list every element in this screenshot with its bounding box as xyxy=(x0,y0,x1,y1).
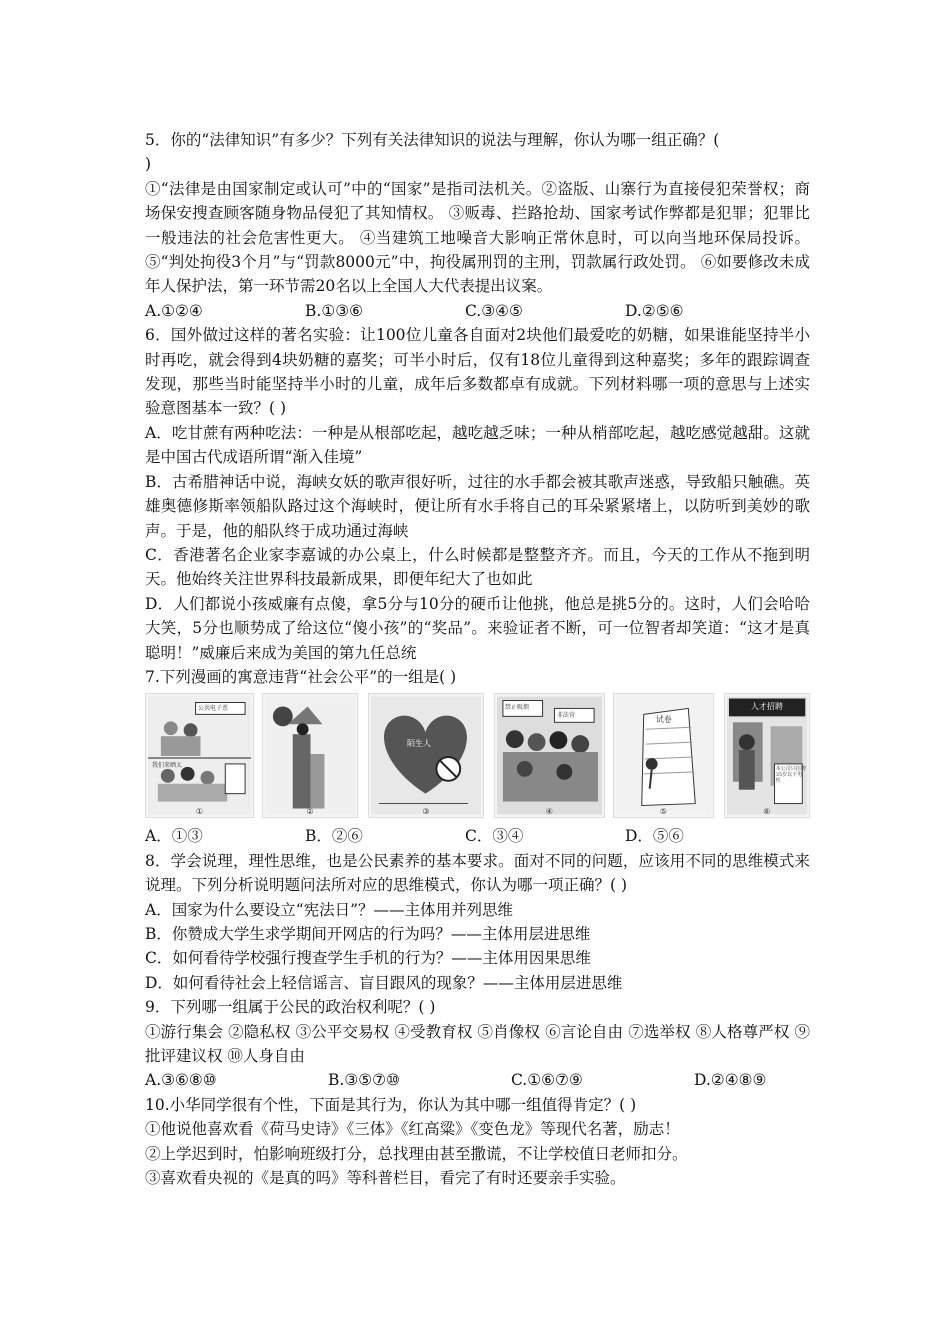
q8-option-c: C．如何看待学校强行搜查学生手机的行为？——主体用因果思维 xyxy=(145,949,591,968)
q9-stem: 9．下列哪一组属于公民的政治权利呢？( ) xyxy=(145,998,436,1017)
cartoon-2-image xyxy=(263,694,357,817)
q5-option-d: D.②⑤⑥ xyxy=(625,301,684,320)
cartoon-1-label-b: 我们来晒太 xyxy=(152,762,183,770)
q6-option-d: D．人们都说小孩威廉有点傻，拿5分与10分的硬币让他挑，他总是挑5分的。这时，人们会哈哈大笑，5分也顺势成了给这位“傻小孩”的“奖品”。来验证者不断，可一位智者却笑道：“这才是真聪明！”威廉后来成为美国的第九任总统 xyxy=(145,594,810,662)
cartoon-3-image xyxy=(369,694,483,817)
cartoon-4-label-b: 非法营 xyxy=(556,712,575,720)
q9-option-b: B.③⑤⑦⑩ xyxy=(328,1071,400,1090)
q10-stem: 10.小华同学很有个性，下面是其行为，你认为其中哪一组值得肯定？( ) xyxy=(145,1095,637,1114)
q10-item-3: ③喜欢看央视的《是真的吗》等科普栏目，看完了有时还要亲手实验。 xyxy=(145,1169,626,1188)
cartoon-3-caption: ③ xyxy=(422,807,430,817)
q9-option-c: C.①⑥⑦⑨ xyxy=(511,1071,583,1090)
q5-option-b: B.①③⑥ xyxy=(305,301,364,320)
cartoon-panel-1 xyxy=(145,693,254,818)
cartoon-5-caption: ⑤ xyxy=(659,807,667,817)
cartoon-6-label-a: 人才招聘 xyxy=(750,702,783,712)
q5-option-c: C.③④⑤ xyxy=(465,301,523,320)
q10-item-1: ①他说他喜欢看《荷马史诗》《三体》《红高粱》《变色龙》等现代名著，励志！ xyxy=(145,1120,680,1139)
cartoon-6-caption: ⑥ xyxy=(763,807,771,817)
q5-option-a: A.①②④ xyxy=(145,301,203,320)
q8-option-b: B．你赞成大学生求学期间开网店的行为吗？——主体用层进思维 xyxy=(145,924,591,943)
cartoon-4-caption: ④ xyxy=(545,807,553,817)
cartoon-panel-4 xyxy=(494,693,605,818)
q7-option-a: A．①③ xyxy=(145,827,203,846)
cartoon-5-image xyxy=(614,694,713,817)
q9-items: ①游行集会 ②隐私权 ③公平交易权 ④受教育权 ⑤肖像权 ⑥言论自由 ⑦选举权 ⑧人格尊严权 ⑨批评建议权 ⑩人身自由 xyxy=(145,1022,810,1065)
cartoon-panel-2 xyxy=(262,693,358,818)
q6-stem: 6．国外做过这样的著名实验：让100位儿童各自面对2块他们最爱吃的奶糖，如果谁能坚持半小时再吃，就会得到4块奶糖的嘉奖；可半小时后，仅有18位儿童得到这种嘉奖；多年的跟踪调查发现，那些当时能坚持半小时的儿童，成年后多数都卓有成就。下列材料哪一项的意思与上述实验意图基本一致？( ) xyxy=(145,326,810,418)
q5-stem: 5．你的“法律知识”有多少？下列有关法律知识的说法与理解，你认为哪一组正确？( ) xyxy=(145,131,720,174)
q10-item-2: ②上学迟到时，怕影响班级打分，总找理由甚至撒谎，不让学校值日老师扣分。 xyxy=(145,1144,688,1163)
q7-option-b: B．②⑥ xyxy=(305,827,363,846)
q7-options xyxy=(145,824,810,848)
cartoon-3-label: 陌生人 xyxy=(406,739,431,749)
q7-option-c: C．③④ xyxy=(465,827,524,846)
cartoon-6-image xyxy=(725,694,809,817)
q9-option-d: D.②④⑧⑨ xyxy=(694,1071,767,1090)
cartoon-5-label: 试卷 xyxy=(655,715,672,725)
q6-option-b: B．古希腊神话中说，海峡女妖的歌声很好听，过往的水手都会被其歌声迷惑，导致船只触礁。英雄奥德修斯率领船队路过这个海峡时，便让所有水手将自己的耳朵紧紧堵上，以防听到美妙的歌声。于是，他的船队终于成功通过海峡 xyxy=(145,472,810,540)
q7-option-d: D．⑤⑥ xyxy=(625,827,684,846)
cartoon-1-caption: ① xyxy=(195,807,204,817)
q8-option-d: D．如何看待社会上轻信谣言、盲目跟风的现象？——主体用层进思维 xyxy=(145,973,623,992)
q9-options xyxy=(145,1068,810,1092)
cartoon-2-caption: ② xyxy=(306,807,314,817)
cartoon-strip xyxy=(145,693,810,818)
cartoon-1-label-a: 公共电子票 xyxy=(198,705,229,713)
cartoon-4-image xyxy=(495,694,604,817)
q5-body: ①“法律是由国家制定或认可”中的“国家”是指司法机关。②盗版、山寨行为直接侵犯荣誉权；商场保安搜查顾客随身物品侵犯了其知情权。 ③贩毒、拦路抢劫、国家考试作弊都是犯罪；犯罪比一般违法的社会危害性更大。 ④当建筑工地噪音大影响正常休息时，可以向当地环保局投诉。⑤“判处拘役3个月”与“罚款8000元”中，拘役属刑罚的主刑，罚款属行政处罚。 ⑥如要修改未成年人保护法，第一环节需20名以上全国人大代表提出议案。 xyxy=(145,179,810,296)
cartoon-panel-5 xyxy=(613,693,714,818)
cartoon-panel-3 xyxy=(368,693,484,818)
cartoon-panel-6 xyxy=(724,693,810,818)
q8-stem: 8．学会说理，理性思维，也是公民素养的基本要求。面对不同的问题，应该用不同的思维模式来说理。下列分析说明题问法所对应的思维模式，你认为哪一项正确？( ) xyxy=(145,851,810,895)
q5-options xyxy=(145,299,810,323)
cartoon-6-label-b: 本公司只招聘35岁以下男性 xyxy=(775,766,806,785)
q7-stem: 7.下列漫画的寓意违背“社会公平”的一组是( ) xyxy=(145,667,457,686)
q6-option-a: A．吃甘蔗有两种吃法：一种是从根部吃起，越吃越乏味；一种从梢部吃起，越吃感觉越甜。这就是中国古代成语所谓“渐入佳境” xyxy=(145,423,810,467)
q6-option-c: C．香港著名企业家李嘉诚的办公桌上，什么时候都是整整齐齐。而且，今天的工作从不拖到明天。他始终关注世界科技最新成果，即便年纪大了也如此 xyxy=(145,545,810,589)
q9-option-a: A.③⑥⑧⑩ xyxy=(145,1071,217,1090)
exam-page xyxy=(145,128,810,1190)
cartoon-1-image xyxy=(146,694,253,817)
q8-option-a: A．国家为什么要设立“宪法日”？——主体用并列思维 xyxy=(145,900,514,919)
cartoon-4-label-a: 禁止吸烟 xyxy=(504,704,529,712)
